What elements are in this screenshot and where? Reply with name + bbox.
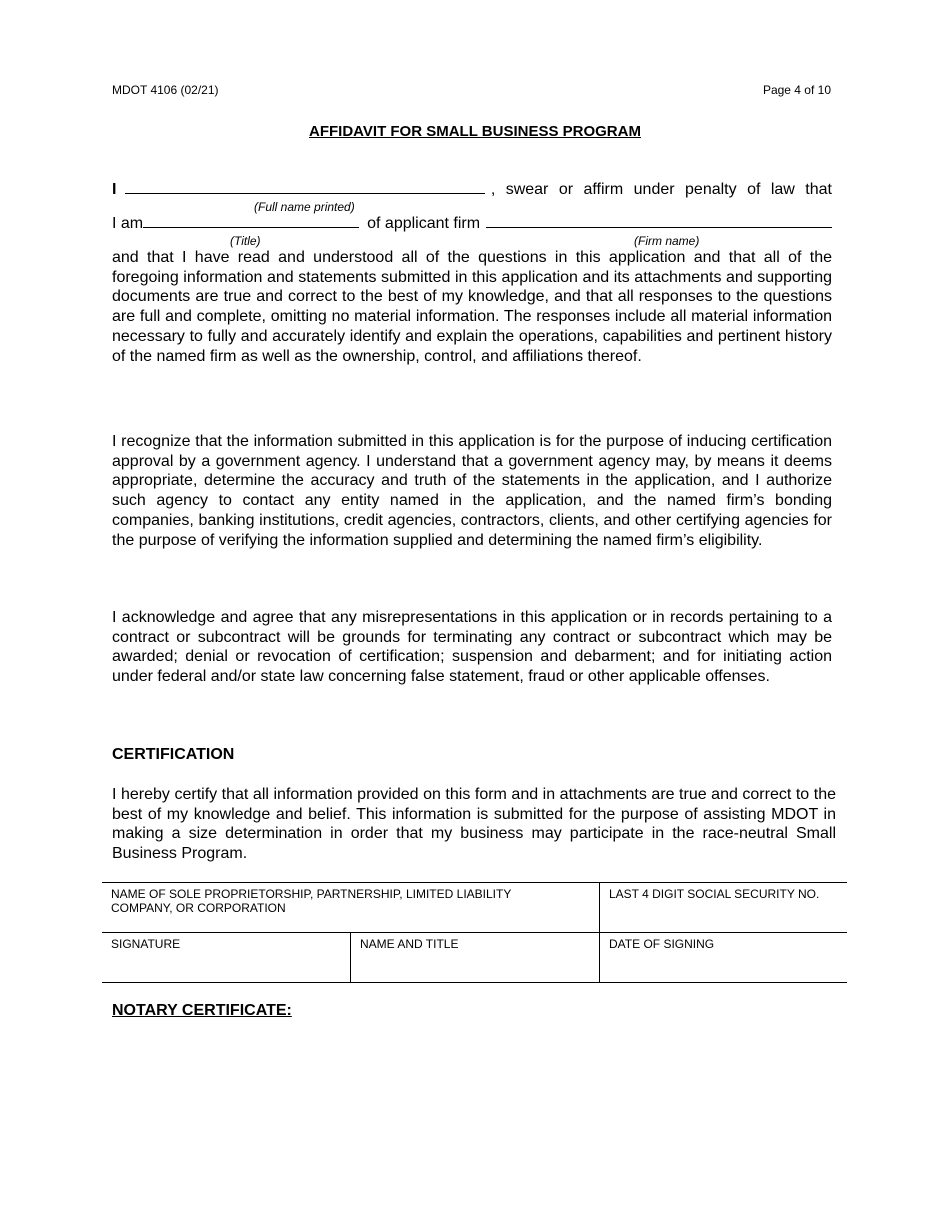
- affiant-prefix: I: [112, 181, 117, 198]
- title-caption: (Title): [230, 234, 261, 248]
- position-line: [112, 214, 832, 233]
- page-number: Page 4 of 10: [762, 83, 831, 97]
- name-title-label: NAME AND TITLE: [360, 937, 459, 951]
- applicant-firm-label: of applicant firm: [367, 215, 481, 232]
- position-prefix: I am: [112, 215, 144, 232]
- affiant-suffix: [491, 181, 832, 199]
- ssn-label: LAST 4 DIGIT SOCIAL SECURITY NO.: [609, 887, 820, 901]
- affiant-line: [112, 180, 832, 199]
- affiant-suffix-text: , swear or affirm under penalty of law that: [490, 181, 832, 198]
- full-name-field[interactable]: [125, 180, 484, 194]
- certification-text: I hereby certify that all information provided on this form and in attachments are true and correct to the best of my knowledge and belief. This information is submitted for the purpose of assisting MDOT in making a size determination in order that my business may participate in the race-neutral Small Business Program.: [112, 786, 836, 863]
- affidavit-paragraph-1: and that I have read and understood all of the questions in this application and that all of the foregoing information and statements submitted in this application and its attachments and supporting documents are true and correct to the best of my knowledge, and that all responses to the questions are full and complete, omitting no material information. The responses include all material information necessary to fully and accurately identify and explain the operations, capabilities and pertinent history of the named firm as well as the ownership, control, and affiliations thereof.: [112, 249, 832, 365]
- date-label: DATE OF SIGNING: [609, 937, 715, 951]
- table-row: [102, 883, 847, 933]
- business-name-cell[interactable]: [102, 883, 600, 933]
- form-id: MDOT 4106 (02/21): [112, 83, 219, 97]
- business-name-label: NAME OF SOLE PROPRIETORSHIP, PARTNERSHIP, LIMITED LIABILITY COMPANY, OR CORPORATION: [111, 887, 512, 915]
- certification-heading: CERTIFICATION: [112, 746, 235, 763]
- signature-cell[interactable]: [102, 933, 351, 983]
- page-title: AFFIDAVIT FOR SMALL BUSINESS PROGRAM: [309, 123, 641, 140]
- ssn-cell[interactable]: [600, 883, 848, 933]
- table-row: [102, 933, 847, 983]
- name-title-cell[interactable]: [351, 933, 600, 983]
- notary-heading: NOTARY CERTIFICATE:: [112, 1002, 292, 1019]
- signature-table: [102, 882, 847, 983]
- full-name-caption: (Full name printed): [254, 200, 355, 214]
- affidavit-paragraph-2: I recognize that the information submitted in this application is for the purpose of inducing certification approval by a government agency. I understand that a government agency may, by means it deems appropriate, determine the accuracy and truth of the statements in the application, and I authorize such agency to contact any entity named in the application, and the named firm’s bonding companies, banking institutions, credit agencies, contractors, clients, and other certifying agencies for the purpose of verifying the information supplied and determining the named firm’s eligibility.: [112, 433, 832, 549]
- affidavit-paragraph-3: I acknowledge and agree that any misrepresentations in this application or in records pertaining to a contract or subcontract will be grounds for terminating any contract or subcontract which may be awarded; denial or revocation of certification; suspension and debarment; and for initiating action under federal and/or state law concerning false statement, fraud or other applicable offenses.: [112, 609, 832, 686]
- firm-name-caption: (Firm name): [634, 234, 700, 248]
- signature-label: SIGNATURE: [111, 937, 181, 951]
- title-field[interactable]: [143, 214, 359, 228]
- firm-name-field[interactable]: [486, 214, 832, 228]
- date-cell[interactable]: [600, 933, 848, 983]
